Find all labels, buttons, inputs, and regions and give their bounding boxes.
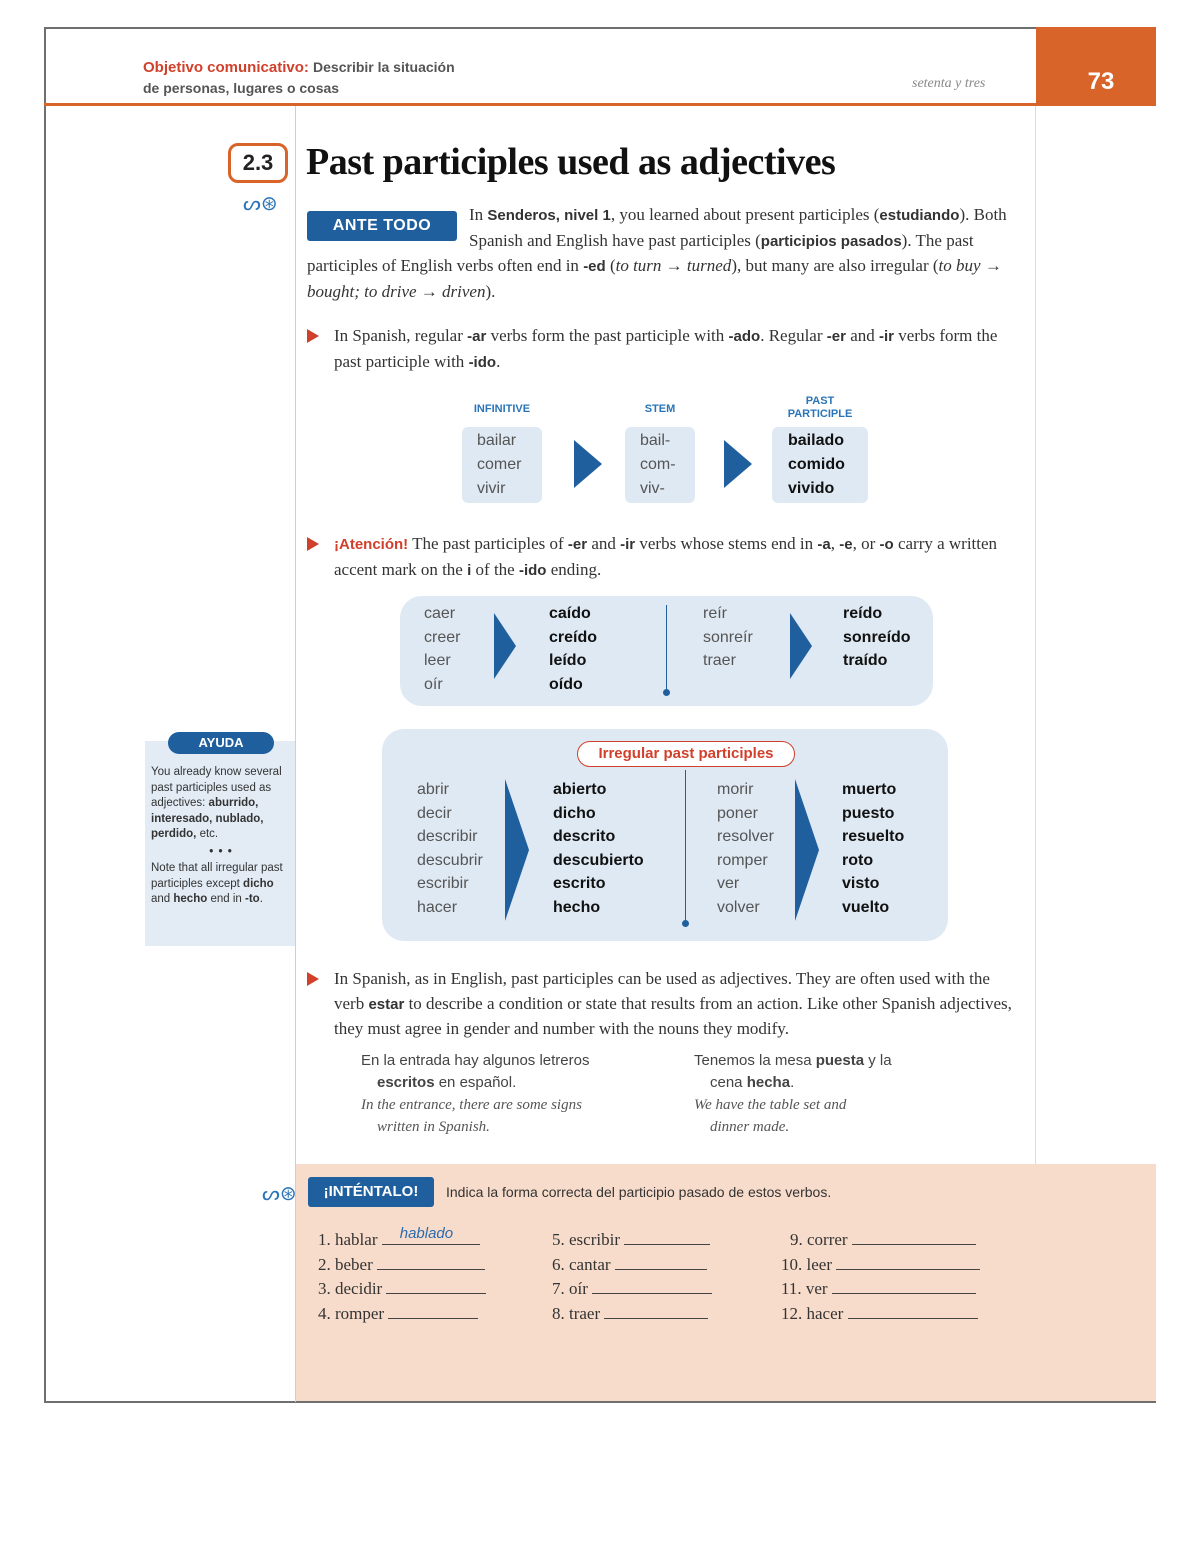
answer-field[interactable] xyxy=(388,1304,478,1319)
bullet-text: In Spanish, regular xyxy=(334,326,468,345)
exercise-prompt: 7. oír xyxy=(552,1279,588,1298)
bullet-marker xyxy=(307,972,319,986)
verb: ver xyxy=(717,875,740,892)
ayuda-line: end in xyxy=(207,893,245,905)
stem: com- xyxy=(640,456,676,473)
example-1 xyxy=(361,1050,651,1138)
participle: sonreído xyxy=(843,628,911,646)
irregular-table-title: Irregular past participles xyxy=(577,741,795,767)
intro-text: ( xyxy=(605,256,616,275)
intentalo-instruction: Indica la forma correcta del participio pasado de estos verbos. xyxy=(446,1184,832,1200)
verb: describir xyxy=(417,828,478,845)
exercise-item-4 xyxy=(318,1302,478,1327)
exercise-item-9 xyxy=(790,1228,976,1253)
bullet-text: , or xyxy=(852,534,880,553)
intro-paragraph xyxy=(307,203,1027,304)
divider-dot xyxy=(682,920,689,927)
ayuda-text xyxy=(151,765,291,908)
exercise-item-3 xyxy=(318,1277,486,1302)
verb: caer xyxy=(424,605,456,622)
exercise-prompt: 11. ver xyxy=(781,1279,828,1298)
answer-field[interactable] xyxy=(615,1255,707,1270)
divider-dot xyxy=(663,689,670,696)
intentalo-label: ¡INTÉNTALO! xyxy=(308,1177,434,1207)
accent-participles-right xyxy=(843,602,911,673)
bullet-bold: -ir xyxy=(620,536,636,553)
ayuda-bold: -to xyxy=(245,893,260,905)
ayuda-label: AYUDA xyxy=(168,732,274,754)
arrow-icon xyxy=(505,779,531,921)
exercise-item-7 xyxy=(552,1277,712,1302)
bullet-text: carry a written accent mark on the xyxy=(334,534,998,579)
example-translation: written in Spanish. xyxy=(377,1119,490,1135)
bullet-text: verbs form the past participle with xyxy=(334,326,998,371)
verb: hacer xyxy=(417,898,458,916)
page-number-words: setenta y tres xyxy=(912,76,986,91)
intro-italic: to buy → bought; to drive → driven xyxy=(307,256,1002,301)
intro-bold: participios pasados xyxy=(760,232,902,250)
arrow-icon xyxy=(494,613,518,679)
exercise-prompt: 3. decidir xyxy=(318,1279,383,1298)
header-rule xyxy=(44,103,1036,106)
bullet-text: to describe a condition or state that results from an action. Like other Spanish adjectives, they must agree in gender and number with the nouns they modify. xyxy=(334,993,1012,1038)
exercise-prompt: 6. cantar xyxy=(552,1255,611,1274)
participle-box xyxy=(772,427,868,503)
exercise-prompt: 1. hablar xyxy=(318,1230,378,1249)
participle: descrito xyxy=(553,828,616,845)
exercise-item-6 xyxy=(552,1253,707,1278)
page-frame-left xyxy=(44,27,46,1403)
intro-italic: to turn → turned xyxy=(615,256,732,275)
objective-text-2: de personas, lugares o cosas xyxy=(143,80,340,96)
objective-label: Objetivo comunicativo: xyxy=(143,59,309,76)
head-line: PAST xyxy=(805,395,835,407)
bullet-text: of the xyxy=(471,559,519,579)
intro-bold: -ed xyxy=(583,258,606,275)
participle: bailado xyxy=(788,432,845,449)
accent-verbs-left xyxy=(424,602,460,696)
example-bold: hecha xyxy=(746,1074,791,1091)
verb: sonreír xyxy=(703,628,753,646)
example-translation: In the entrance, there are some signs xyxy=(361,1097,582,1113)
participle: muerto xyxy=(842,781,897,798)
ayuda-separator: • • • xyxy=(209,845,233,858)
verb: decir xyxy=(417,804,452,822)
intro-text: , you learned about present participles ( xyxy=(610,205,880,224)
intro-text: ). The past participles of English verbs often end in xyxy=(307,230,974,275)
participle: vivido xyxy=(788,480,835,497)
participle: abierto xyxy=(553,781,607,798)
bullet-text: In Spanish, as in English, past participles can be used as adjectives. They are often used with the verb xyxy=(334,969,990,1013)
page-frame-bottom xyxy=(44,1401,1156,1403)
example-spanish: En la entrada hay algunos letreros xyxy=(361,1052,590,1069)
ayuda-line: etc. xyxy=(196,828,219,840)
divider xyxy=(685,770,686,922)
exercise-item-12 xyxy=(781,1302,978,1327)
example-spanish xyxy=(361,1072,651,1094)
exercise-item-5 xyxy=(552,1228,710,1253)
answer-field[interactable] xyxy=(377,1255,485,1270)
bullet-bold: -e xyxy=(839,536,853,553)
participle: traído xyxy=(843,652,888,669)
bullet-regular-participles xyxy=(334,324,1024,375)
verb: reír xyxy=(703,605,727,622)
divider xyxy=(666,605,667,691)
example-text: en español. xyxy=(434,1074,517,1091)
bullet-text: verbs form the past participle with xyxy=(486,326,729,345)
infinitive: vivir xyxy=(477,480,506,497)
infinitive: comer xyxy=(477,456,522,473)
irregular-verbs-left xyxy=(417,778,483,919)
verb: poner xyxy=(717,804,758,822)
exercise-item-11 xyxy=(781,1277,976,1302)
bullet-text: The past participles of xyxy=(408,534,568,553)
bullet-bold: -ido xyxy=(468,353,497,371)
participle: puesto xyxy=(842,804,895,822)
infinitive: bailar xyxy=(477,432,517,449)
exercise-item-1 xyxy=(318,1225,480,1253)
bullet-text: verbs whose stems end in xyxy=(635,534,818,553)
exercise-prompt: 4. romper xyxy=(318,1304,385,1323)
answer-field[interactable] xyxy=(852,1230,976,1245)
objective-text-1: Describir la situación xyxy=(313,59,455,75)
column-head-past-participle xyxy=(772,395,868,421)
infinitive-box xyxy=(462,427,542,503)
exercise-item-2 xyxy=(318,1253,485,1278)
bullet-bold: -ido xyxy=(518,561,547,579)
bullet-marker xyxy=(307,537,319,551)
bullet-text: , xyxy=(830,534,840,553)
participle: oído xyxy=(549,675,583,693)
ayuda-bold: aburrido, interesado, nublado, perdido, xyxy=(151,797,264,840)
verb: leer xyxy=(424,652,451,669)
page-frame-top xyxy=(44,27,1156,29)
exercise-item-10 xyxy=(781,1253,980,1278)
example-translation: We have the table set and xyxy=(694,1097,847,1113)
stem: viv- xyxy=(640,480,665,497)
exercise-prompt: 10. leer xyxy=(781,1255,832,1274)
ayuda-line: Note that all irregular past participles except xyxy=(151,862,283,890)
communicative-objective xyxy=(143,57,455,99)
column-head-stem: STEM xyxy=(644,403,676,415)
ayuda-line: . xyxy=(259,893,263,905)
bullet-bold: -er xyxy=(826,328,846,345)
verb: abrir xyxy=(417,781,450,798)
participle: creído xyxy=(549,628,598,646)
bullet-bold: estar xyxy=(368,995,405,1013)
irregular-participles-right xyxy=(842,778,904,919)
bullet-bold: -o xyxy=(879,536,894,553)
verb: escribir xyxy=(417,875,469,892)
intro-text: ). xyxy=(485,281,496,301)
participle: leído xyxy=(549,652,587,669)
bullet-bold: -ir xyxy=(879,328,894,345)
example-spanish xyxy=(694,1050,994,1072)
participle: dicho xyxy=(553,804,596,822)
exercise-prompt: 2. beber xyxy=(318,1255,373,1274)
exercise-prompt: 9. correr xyxy=(790,1230,848,1249)
participle: reído xyxy=(843,605,883,622)
example-2 xyxy=(694,1050,994,1138)
example-translation: dinner made. xyxy=(710,1119,790,1135)
accent-verbs-right xyxy=(703,602,753,673)
example-spanish xyxy=(694,1072,994,1094)
ayuda-bold: hecho xyxy=(173,893,208,905)
intro-bold: Senderos, nivel 1 xyxy=(487,207,611,224)
verb: morir xyxy=(717,781,754,798)
section-number-badge: 2.3 xyxy=(228,143,288,183)
answer-field[interactable] xyxy=(848,1304,978,1319)
arrow-icon xyxy=(574,440,602,488)
stem: bail- xyxy=(640,432,671,449)
example-text: Tenemos la mesa xyxy=(694,1052,816,1069)
head-line: PARTICIPLE xyxy=(787,408,853,420)
bullet-bold: -er xyxy=(567,536,588,553)
answer-field[interactable] xyxy=(382,1225,480,1245)
bullet-text: . Regular xyxy=(760,326,827,345)
example-bold: escritos xyxy=(377,1074,435,1091)
audio-swirl-icon[interactable]: ᔕ⊛ xyxy=(262,1183,297,1205)
bullet-bold: -ado xyxy=(728,328,761,345)
bullet-text: ending. xyxy=(546,559,602,579)
participle: resuelto xyxy=(842,828,905,845)
sample-answer: hablado xyxy=(399,1225,454,1242)
bullet-text: and xyxy=(845,326,879,345)
ayuda-line: and xyxy=(151,893,174,905)
column-head-infinitive: INFINITIVE xyxy=(473,403,531,415)
verb: volver xyxy=(717,898,760,916)
arrow-icon xyxy=(790,613,814,679)
audio-swirl-icon[interactable]: ᔕ⊛ xyxy=(243,193,278,215)
exercise-prompt: 12. hacer xyxy=(781,1304,844,1323)
bullet-text: and xyxy=(587,534,621,553)
participle: descubierto xyxy=(553,851,644,869)
intro-text: ), but many are also irregular ( xyxy=(731,256,939,275)
participle: escrito xyxy=(553,875,606,892)
participle: comido xyxy=(788,456,845,473)
bullet-bold: -a xyxy=(817,536,831,553)
ayuda-bold: dicho xyxy=(243,877,274,890)
answer-field[interactable] xyxy=(386,1279,486,1294)
bullet-participles-as-adjectives xyxy=(334,967,1024,1042)
ayuda-line: You already know several past participles used as adjectives: xyxy=(151,766,282,809)
exercise-prompt: 5. escribir xyxy=(552,1230,620,1249)
bullet-marker xyxy=(307,329,319,343)
exercise-prompt: 8. traer xyxy=(552,1304,601,1323)
participle: vuelto xyxy=(842,898,890,916)
example-text: cena xyxy=(710,1074,747,1091)
exercise-item-8 xyxy=(552,1302,708,1327)
participle: visto xyxy=(842,875,880,892)
verb: descubrir xyxy=(417,851,483,869)
section-title: Past participles used as adjectives xyxy=(306,141,836,183)
ante-todo-label: ANTE TODO xyxy=(307,211,457,241)
bullet-accent-rule xyxy=(334,532,1024,583)
example-bold: puesta xyxy=(815,1052,865,1069)
verb: romper xyxy=(717,851,768,869)
irregular-verbs-right xyxy=(717,778,774,919)
answer-field[interactable] xyxy=(592,1279,712,1294)
verb: traer xyxy=(703,652,736,669)
participle: caído xyxy=(549,605,591,622)
arrow-icon xyxy=(724,440,752,488)
answer-field[interactable] xyxy=(836,1255,980,1270)
intro-text: ). Both Spanish and English have past participles ( xyxy=(469,205,1007,250)
participle: roto xyxy=(842,851,874,869)
attention-label: ¡Atención! xyxy=(334,536,409,553)
bullet-text: . xyxy=(496,351,501,371)
answer-field[interactable] xyxy=(604,1304,708,1319)
bullet-bold: -ar xyxy=(467,328,487,345)
page-number: 73 xyxy=(1087,68,1115,95)
participle: hecho xyxy=(553,898,601,916)
answer-field[interactable] xyxy=(832,1279,976,1294)
accent-participles-left xyxy=(549,602,597,696)
verb: resolver xyxy=(717,828,774,845)
intro-text: In xyxy=(469,205,488,224)
intro-bold: estudiando xyxy=(879,207,960,224)
verb: creer xyxy=(424,628,461,646)
right-column-rule xyxy=(1035,106,1036,1164)
arrow-icon xyxy=(795,779,821,921)
example-text: y la xyxy=(864,1052,892,1069)
bullet-bold: i xyxy=(467,561,472,579)
irregular-participles-left xyxy=(553,778,644,919)
example-text: . xyxy=(790,1074,795,1091)
verb: oír xyxy=(424,675,443,693)
stem-box xyxy=(625,427,695,503)
answer-field[interactable] xyxy=(624,1230,710,1245)
